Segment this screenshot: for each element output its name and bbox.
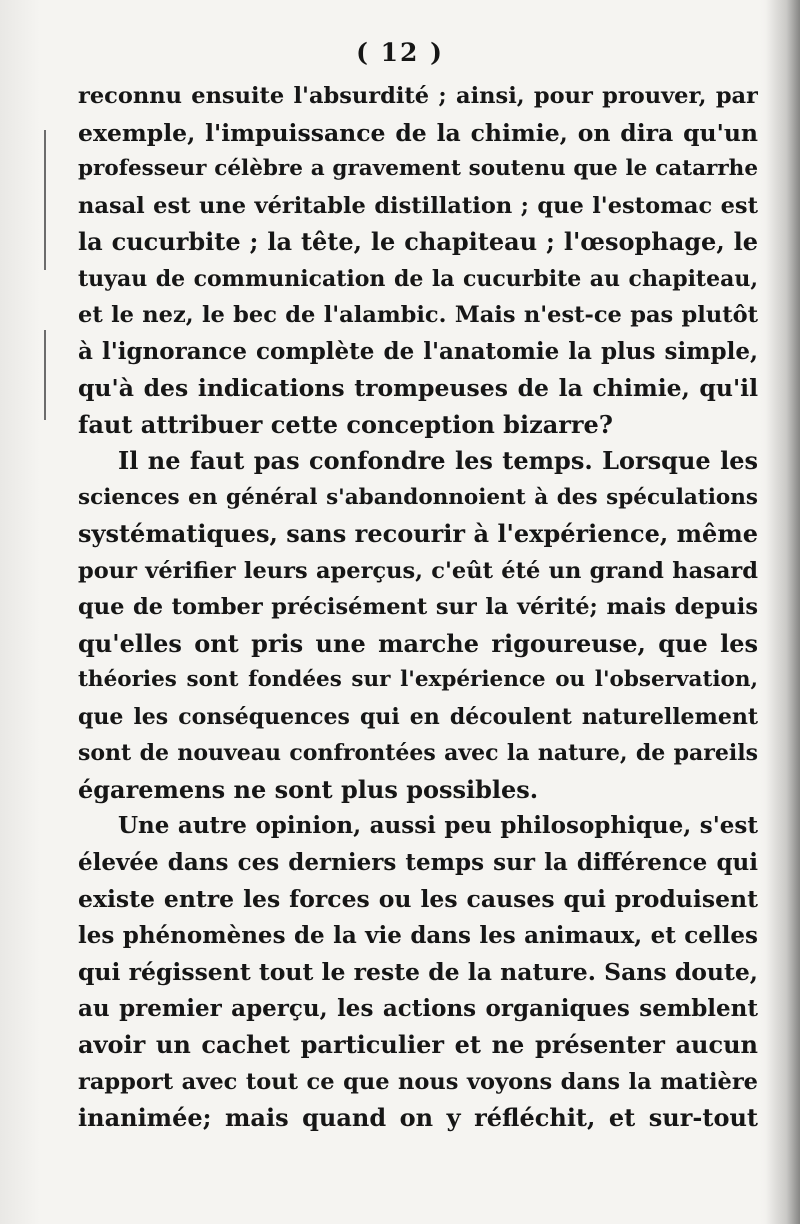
text-line: qui régissent tout le reste de la nature. Sans doute, xyxy=(78,958,758,986)
text-line: Une autre opinion, aussi peu philosophique, s'est xyxy=(118,812,758,839)
text-line: qu'elles ont pris une marche rigoureuse, que les xyxy=(78,628,758,658)
text-line: professeur célèbre a gravement soutenu que le catarrhe xyxy=(78,156,758,181)
text-line: sciences en général s'abandonnoient à des spéculations xyxy=(78,484,758,510)
text-line: nasal est une véritable distillation ; que l'estomac est xyxy=(78,192,758,219)
text-line: exemple, l'impuissance de la chimie, on dira qu'un xyxy=(78,118,758,147)
text-line: que de tomber précisément sur la vérité; mais depuis xyxy=(78,594,758,620)
margin-pencil-mark xyxy=(44,130,46,270)
text-line: systématiques, sans recourir à l'expérience, même xyxy=(78,519,758,548)
text-line: qu'à des indications trompeuses de la chimie, qu'il xyxy=(78,374,758,402)
text-line: que les conséquences qui en découlent naturellement xyxy=(78,703,758,730)
text-line: au premier aperçu, les actions organiques semblent xyxy=(78,994,758,1022)
text-line: pour vérifier leurs aperçus, c'eût été un grand hasard xyxy=(78,557,758,584)
margin-pencil-mark xyxy=(44,330,46,420)
text-line: égaremens ne sont plus possibles. xyxy=(78,774,539,804)
text-line: tuyau de communication de la cucurbite au chapiteau, xyxy=(78,265,758,292)
page-edge-shadow xyxy=(766,0,800,1224)
page-number: ( 12 ) xyxy=(356,38,444,67)
text-line: la cucurbite ; la tête, le chapiteau ; l'œsophage, le xyxy=(78,227,758,256)
text-line: faut attribuer cette conception bizarre? xyxy=(78,409,613,439)
text-line: reconnu ensuite l'absurdité ; ainsi, pour prouver, par xyxy=(78,83,758,109)
text-line: théories sont fondées sur l'expérience ou l'observation, xyxy=(78,667,758,692)
text-line: rapport avec tout ce que nous voyons dans la matière xyxy=(78,1068,758,1095)
text-line: inanimée; mais quand on y réfléchit, et sur-tout xyxy=(78,1103,758,1132)
text-line: existe entre les forces ou les causes qui produisent xyxy=(78,885,758,913)
text-line: à l'ignorance complète de l'anatomie la plus simple, xyxy=(78,337,758,365)
text-line: Il ne faut pas confondre les temps. Lorsque les xyxy=(118,446,758,475)
text-line: les phénomènes de la vie dans les animaux, et celles xyxy=(78,921,758,949)
body-text xyxy=(78,78,758,1137)
text-line: et le nez, le bec de l'alambic. Mais n'est-ce pas plutôt xyxy=(78,302,758,328)
text-line: élevée dans ces derniers temps sur la différence qui xyxy=(78,848,758,876)
text-line: sont de nouveau confrontées avec la nature, de pareils xyxy=(78,740,758,766)
text-line: avoir un cachet particulier et ne présenter aucun xyxy=(78,1030,758,1059)
